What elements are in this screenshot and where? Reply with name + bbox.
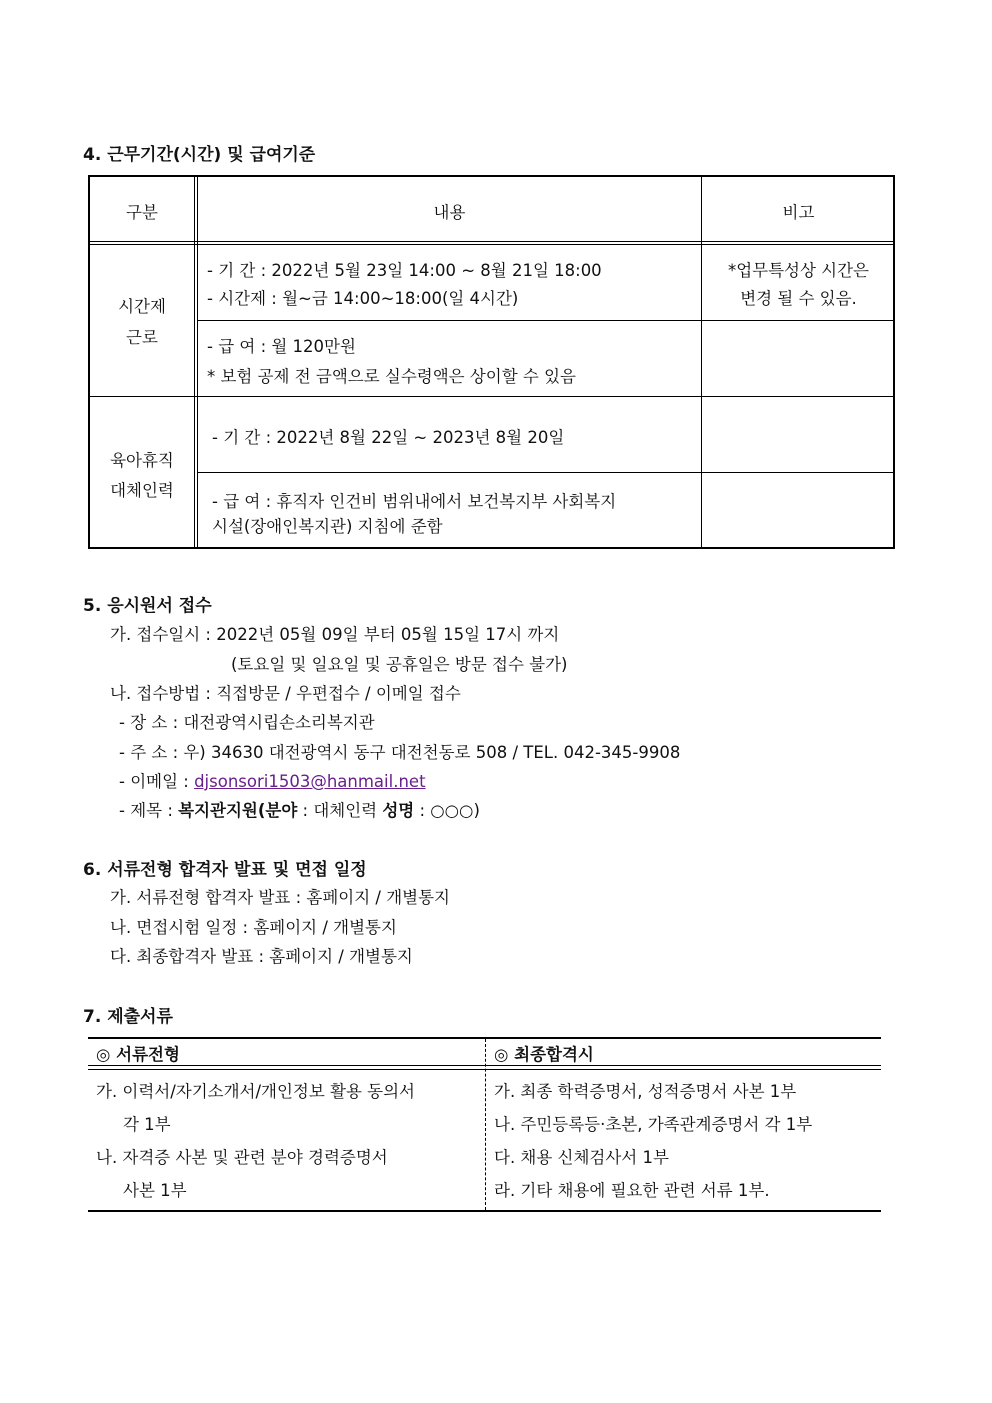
c2-line3: 다. 채용 신체검사서 1부 xyxy=(494,1148,669,1167)
c2-line2: 나. 주민등록등·초본, 가족관계증명서 각 1부 xyxy=(494,1115,813,1134)
col-head-final: ◎ 최종합격시 xyxy=(494,1045,594,1064)
header-category: 구분 xyxy=(126,203,158,222)
sec5-line4: - 장 소 : 대전광역시립손소리복지관 xyxy=(119,713,375,732)
table-divider xyxy=(194,177,195,547)
c1-line4: 사본 1부 xyxy=(123,1181,187,1200)
table-divider xyxy=(90,244,893,245)
c2-line1: 가. 최종 학력증명서, 성적증명서 사본 1부 xyxy=(494,1082,797,1101)
section-7-heading: 7. 제출서류 xyxy=(83,1007,173,1027)
section-5-heading: 5. 응시원서 접수 xyxy=(83,596,212,616)
table-divider xyxy=(90,241,893,242)
row1-category-line1: 시간제 xyxy=(118,297,166,316)
work-period-salary-table xyxy=(88,175,895,549)
row2-category-line1: 육아휴직 xyxy=(110,451,174,470)
email-link[interactable]: djsonsori1503@hanmail.net xyxy=(194,772,426,791)
row1a-line2: - 시간제 : 월~금 14:00~18:00(일 4시간) xyxy=(207,289,519,308)
table-divider xyxy=(197,320,893,321)
sec6-line2: 나. 면접시험 일정 : 홈페이지 / 개별통지 xyxy=(110,918,397,937)
col-head-screening: ◎ 서류전형 xyxy=(96,1045,180,1064)
row1b-line1: - 급 여 : 월 120만원 xyxy=(207,337,356,356)
email-label: - 이메일 : xyxy=(119,772,195,791)
c2-line4: 라. 기타 채용에 필요한 관련 서류 1부. xyxy=(494,1181,770,1200)
sec5-line5: - 주 소 : 우) 34630 대전광역시 동구 대전천동로 508 / TEL. 042-345-9908 xyxy=(119,743,681,762)
sec5-line1: 가. 접수일시 : 2022년 05월 09일 부터 05월 15일 17시 까지 xyxy=(110,625,560,644)
sec5-line2: (토요일 및 일요일 및 공휴일은 방문 접수 불가) xyxy=(231,655,568,674)
subject-bold-2: 성명 xyxy=(382,801,415,820)
subject-prefix: - 제목 : xyxy=(119,801,179,820)
table-divider xyxy=(701,177,702,547)
row1a-note-line2: 변경 될 수 있음. xyxy=(740,289,857,308)
sec6-line1: 가. 서류전형 합격자 발표 : 홈페이지 / 개별통지 xyxy=(110,888,450,907)
c1-line3: 나. 자격증 사본 및 관련 분야 경력증명서 xyxy=(96,1148,388,1167)
c1-line1: 가. 이력서/자기소개서/개인정보 활용 동의서 xyxy=(96,1082,415,1101)
table-divider xyxy=(197,177,198,547)
documents-table xyxy=(88,1037,881,1212)
row1b-line2: * 보험 공제 전 금액으로 실수령액은 상이할 수 있음 xyxy=(207,367,576,386)
header-content: 내용 xyxy=(433,203,466,222)
row2b-line2: 시설(장애인복지관) 지침에 준함 xyxy=(212,517,443,536)
sec6-line3: 다. 최종합격자 발표 : 홈페이지 / 개별통지 xyxy=(110,947,413,966)
row1a-note-line1: *업무특성상 시간은 xyxy=(727,261,869,280)
subject-bold-1: 복지관지원(분야 xyxy=(178,801,298,820)
subject-end: : ○○○) xyxy=(414,801,480,820)
row1-category-line2: 근로 xyxy=(126,328,158,347)
row2-category-line2: 대체인력 xyxy=(110,481,174,500)
section-6-heading: 6. 서류전형 합격자 발표 및 면접 일정 xyxy=(83,860,367,880)
header-note: 비고 xyxy=(782,203,815,222)
sec5-subject-line xyxy=(119,797,480,821)
c1-line2: 각 1부 xyxy=(123,1115,171,1134)
table-rule xyxy=(88,1210,881,1212)
row1a-line1: - 기 간 : 2022년 5월 23일 14:00 ~ 8월 21일 18:00 xyxy=(207,261,602,280)
sec5-line3: 나. 접수방법 : 직접방문 / 우편접수 / 이메일 접수 xyxy=(110,684,461,703)
table-divider xyxy=(485,1039,486,1210)
table-divider xyxy=(90,396,893,397)
sec5-email-line xyxy=(119,768,426,792)
section-4-heading: 4. 근무기간(시간) 및 급여기준 xyxy=(83,145,316,165)
subject-mid: : 대체인력 xyxy=(297,801,383,820)
row2b-line1: - 급 여 : 휴직자 인건비 범위내에서 보건복지부 사회복지 xyxy=(212,492,617,511)
row2a-line1: - 기 간 : 2022년 8월 22일 ~ 2023년 8월 20일 xyxy=(212,428,565,447)
table-divider xyxy=(197,472,893,473)
